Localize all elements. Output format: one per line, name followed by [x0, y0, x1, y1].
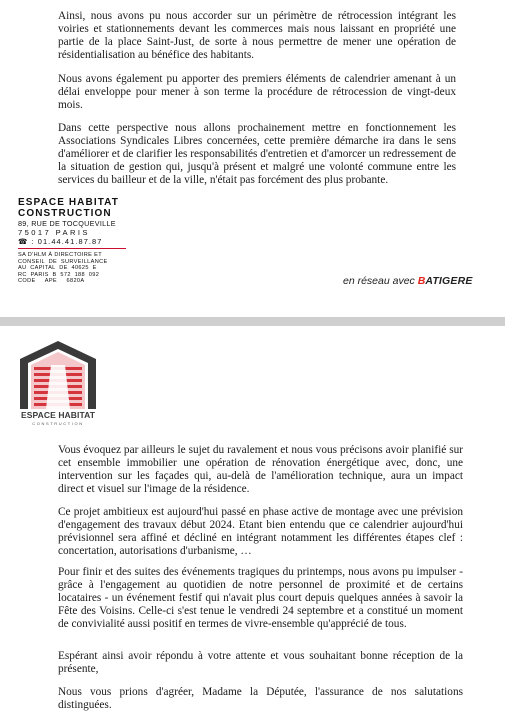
sender-legal-info: SA D'HLM À DIRECTOIRE ET CONSEIL DE SURVEILLANCE AU CAPITAL DE 40625 E RC PARIS B 572 188 092 CODE APE 6820A [18, 252, 108, 285]
sender-name-line2: CONSTRUCTION [18, 208, 112, 219]
paragraph-closing: Espérant ainsi avoir répondu à votre attente et vous souhaitant bonne réception de la présente, [58, 650, 463, 675]
batigere-name: ATIGERE [425, 275, 473, 287]
sender-phone: ☎ : 01.44.41.87.87 [18, 237, 103, 246]
sender-name-line1: ESPACE HABITAT [18, 197, 119, 208]
paragraph-retrocession: Ainsi, nous avons pu nous accorder sur un périmètre de rétrocession intégrant les voiries et stationnements devant les commerces mais nous laissant en propriété une partie de la place Saint-Just, de sorte à nous permettre de mener une opération de résidentialisation au bénéfice des habitants. [58, 10, 456, 61]
sender-address-block [18, 197, 128, 285]
paragraph-associations: Dans cette perspective nous allons prochainement mettre en fonctionnement les Associations Syndicales Libres concernées, cette première démarche ira dans le sens d'améliorer et de clarifier les responsabilités d'entretien et d'amorcer un redressement de la situation de gestion qui, jusqu'à présent et malgré une volonté commune entre les services du bailleur et de la ville, n'était pas forcément des plus probante. [58, 122, 456, 186]
sender-street: 89, RUE DE TOCQUEVILLE [18, 219, 116, 228]
network-prefix: en réseau avec [343, 275, 418, 287]
paragraph-project: Ce projet ambitieux est aujourd'hui passé en phase active de montage avec une prévision d'engagement des travaux début 2024. Etant bien entendu que ce calendrier aujourd'hui prévisionnel sera affiné et décliné en intégrant notamment les différentes étapes clef : concertation, autorisations d'urbanisme, … [58, 506, 463, 557]
logo-company-name: ESPACE HABITAT [20, 410, 96, 420]
paragraph-fete-des-voisins: Pour finir et des suites des événements tragiques du printemps, nous avons pu impulser - grâce à l'engagement au quotidien de notre personnel de proximité et de certains locataires - un événement festif qui n'avait plus court depuis quelques années à savoir la Fête des Voisins. Celle-ci s'est tenue le vendredi 24 septembre et a constitué un moment de convivialité aussi positif en termes de vivre-ensemble qu'apprécié de tous. [58, 566, 463, 630]
house-logo-icon [18, 339, 98, 411]
network-batigere-mention [343, 275, 473, 287]
sender-divider [18, 248, 126, 249]
paragraph-salutation: Nous vous prions d'agréer, Madame la Députée, l'assurance de nos salutations distinguées. [58, 686, 463, 711]
letter-page-2 [0, 326, 505, 720]
sender-city: 75017 PARIS [18, 228, 90, 237]
logo-company-subtitle: CONSTRUCTION [32, 421, 84, 426]
espace-habitat-logo [18, 339, 98, 434]
batigere-initial: B [417, 275, 426, 287]
paragraph-ravalement: Vous évoquez par ailleurs le sujet du ravalement et nous vous précisons avoir planifié sur cet ensemble immobilier une opération de rénovation énergétique avec, donc, une intervention sur les façades qui, au-delà de l'amélioration technique, aura un impact direct et visuel sur l'image de la résidence. [58, 444, 463, 495]
letter-page-1 [0, 0, 505, 317]
paragraph-calendar: Nous avons également pu apporter des premiers éléments de calendrier amenant à un délai enveloppe pour mener à son terme la procédure de rétrocession de vingt-deux mois. [58, 73, 456, 111]
